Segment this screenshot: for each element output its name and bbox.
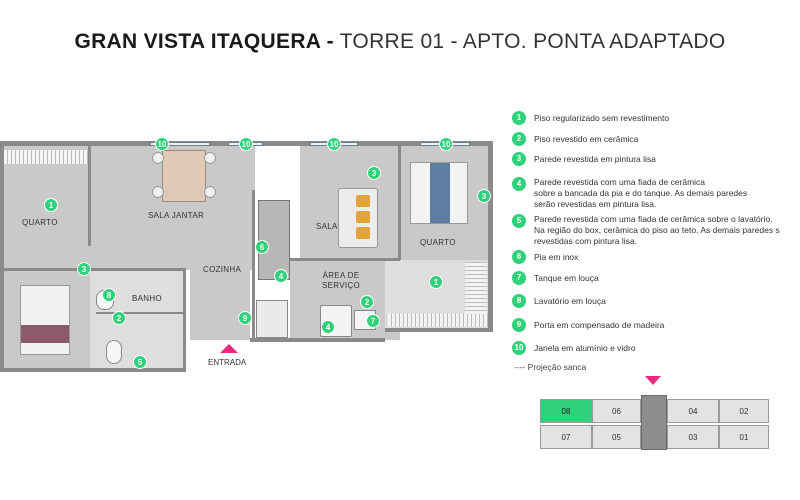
marker-2: 2 xyxy=(112,311,126,325)
label-quarto-right: QUARTO xyxy=(420,238,456,247)
key-plan-arrow-icon xyxy=(645,376,661,385)
marker-6: 6 xyxy=(255,240,269,254)
label-sala: SALA xyxy=(316,222,338,231)
marker-10: 10 xyxy=(439,137,453,151)
entrance-label: ENTRADA xyxy=(208,358,247,367)
wall-bottom-left xyxy=(0,368,186,372)
wall-quarto-split xyxy=(88,146,91,246)
key-unit-01: 01 xyxy=(719,425,769,449)
closet-left xyxy=(4,150,88,164)
closet-right-side xyxy=(465,262,487,314)
wall-bath-inner xyxy=(96,312,183,314)
legend-number: 2 xyxy=(512,132,526,146)
chair-2 xyxy=(152,186,164,198)
sofa-cushion-2 xyxy=(356,211,370,223)
closet-right xyxy=(388,313,488,327)
sofa-cushion-3 xyxy=(356,227,370,239)
key-unit-07: 07 xyxy=(540,425,592,449)
label-banho: BANHO xyxy=(132,294,162,303)
entrance-arrow-icon xyxy=(220,344,238,353)
wall-banho-right xyxy=(183,268,186,372)
legend-number: 3 xyxy=(512,152,526,166)
fridge xyxy=(256,300,288,338)
legend-number: 10 xyxy=(512,341,526,355)
marker-5: 5 xyxy=(133,355,147,369)
marker-9: 9 xyxy=(238,311,252,325)
marker-2: 2 xyxy=(360,295,374,309)
legend-text: Lavatório em louça xyxy=(534,296,606,306)
legend-number: 6 xyxy=(512,250,526,264)
wall-servico-top xyxy=(290,258,400,261)
title-light: TORRE 01 - APTO. PONTA ADAPTADO xyxy=(339,30,726,53)
legend-number: 4 xyxy=(512,177,526,191)
legend-text: Parede revestida em pintura lisa xyxy=(534,154,656,164)
marker-7: 7 xyxy=(366,314,380,328)
legend-text: Pia em inox xyxy=(534,252,579,262)
wall-sala-quarto xyxy=(398,146,401,260)
marker-10: 10 xyxy=(155,137,169,151)
legend-text: Porta em compensado de madeira xyxy=(534,320,665,330)
wall-right xyxy=(488,141,493,331)
title-bold: GRAN VISTA ITAQUERA - xyxy=(74,30,334,53)
marker-8: 8 xyxy=(102,288,116,302)
chair-3 xyxy=(204,152,216,164)
marker-3: 3 xyxy=(77,262,91,276)
legend-text: Janela em alumínio e vidro xyxy=(534,343,636,353)
legend-number: 1 xyxy=(512,111,526,125)
wall-bottom-mid xyxy=(250,338,385,342)
marker-4: 4 xyxy=(274,269,288,283)
key-core xyxy=(641,395,667,450)
legend-number: 5 xyxy=(512,214,526,228)
key-unit-05: 05 xyxy=(592,425,641,449)
marker-1: 1 xyxy=(44,198,58,212)
marker-10: 10 xyxy=(239,137,253,151)
label-cozinha: COZINHA xyxy=(203,265,242,274)
legend-number: 7 xyxy=(512,271,526,285)
legend-text: Parede revestida com uma fiada de cerâmica sobre a bancada da pia e do tanque. As demais paredes serão revestidas em pintura lisa. xyxy=(534,177,748,209)
dining-table xyxy=(162,150,206,202)
legend-projection: ---- Projeção sanca xyxy=(514,362,587,372)
legend-text: Piso revestido em cerâmica xyxy=(534,134,639,144)
wall-kitchen xyxy=(252,190,255,340)
key-unit-06: 06 xyxy=(592,399,641,423)
wall-banho-top xyxy=(0,268,185,271)
wall-left xyxy=(0,141,4,372)
legend-number: 9 xyxy=(512,318,526,332)
label-quarto-left: QUARTO xyxy=(22,218,58,227)
marker-3: 3 xyxy=(477,189,491,203)
legend-number: 8 xyxy=(512,294,526,308)
page-title xyxy=(0,30,800,54)
key-unit-02: 02 xyxy=(719,399,769,423)
wall-bottom-right xyxy=(385,328,493,332)
chair-1 xyxy=(152,152,164,164)
bed-left-blanket xyxy=(21,325,69,343)
label-area-servico: ÁREA DE SERVIÇO xyxy=(322,271,360,290)
key-unit-04: 04 xyxy=(667,399,719,423)
bed-right-blanket xyxy=(430,163,450,223)
legend-text: Parede revestida com uma fiada de cerâmica sobre o lavatório. Na região do box, cerâmica do piso ao teto. As demais paredes s revestidas com pintura lisa. xyxy=(534,214,780,246)
marker-1: 1 xyxy=(429,275,443,289)
key-unit-03: 03 xyxy=(667,425,719,449)
key-unit-08: 08 xyxy=(540,399,592,423)
sofa-cushion-1 xyxy=(356,195,370,207)
marker-4: 4 xyxy=(321,320,335,334)
marker-3: 3 xyxy=(367,166,381,180)
label-sala-jantar: SALA JANTAR xyxy=(148,211,205,220)
legend-text: Tanque em louça xyxy=(534,273,599,283)
chair-4 xyxy=(204,186,216,198)
bed-left xyxy=(20,285,70,355)
marker-10: 10 xyxy=(327,137,341,151)
legend-text: Piso regularizado sem revestimento xyxy=(534,113,670,123)
key-plan xyxy=(540,395,772,450)
toilet xyxy=(106,340,122,364)
